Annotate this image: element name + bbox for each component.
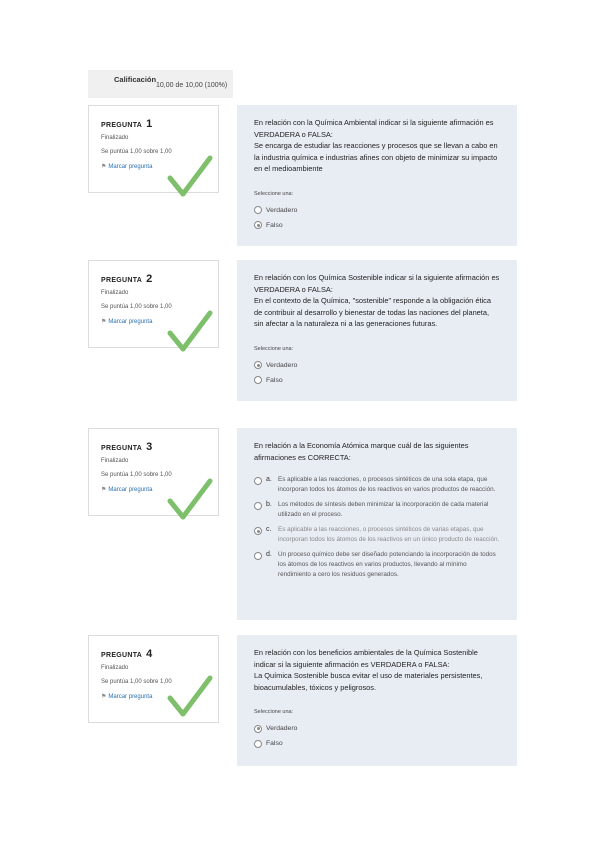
question-score: Se puntúa 1,00 sobre 1,00 [101, 149, 172, 155]
option-verdadero[interactable]: Verdadero [254, 358, 500, 373]
radio-icon[interactable] [254, 740, 262, 748]
question-title: PREGUNTA 2 [101, 273, 153, 285]
check-icon [165, 307, 215, 357]
grade-value: 10,00 de 10,00 (100%) [156, 82, 228, 89]
question-number: 1 [146, 118, 153, 130]
radio-icon[interactable] [254, 221, 262, 229]
option-falso[interactable]: Falso [254, 218, 500, 233]
radio-icon[interactable] [254, 725, 262, 733]
question-content-3 [237, 428, 517, 620]
question-title: PREGUNTA 1 [101, 118, 153, 130]
option-d[interactable]: d. Un proceso químico debe ser diseñado potenciando la incorporación de todos los átomos de los reactivos en varios productos, llevando al mínimo rendimiento a cero los residuos generados. [254, 550, 500, 580]
option-falso[interactable]: Falso [254, 373, 500, 388]
question-title: PREGUNTA 3 [101, 441, 153, 453]
flag-question-link[interactable]: ⚑ Marcar pregunta [101, 487, 153, 493]
question-number: 4 [146, 648, 153, 660]
check-icon [165, 475, 215, 525]
radio-icon[interactable] [254, 527, 262, 535]
flag-icon: ⚑ [101, 164, 107, 170]
check-icon [165, 672, 215, 722]
radio-icon[interactable] [254, 361, 262, 369]
select-one-label: Seleccione una: [254, 190, 294, 197]
question-content-1 [237, 105, 517, 246]
question-status: Finalizado [101, 665, 129, 671]
question-status: Finalizado [101, 458, 129, 464]
select-one-label: Seleccione una: [254, 345, 294, 352]
radio-icon[interactable] [254, 206, 262, 214]
question-text: En relación a la Economía Atómica marque cuál de las siguientes afirmaciones es CORRECTA: [254, 441, 469, 462]
flag-icon: ⚑ [101, 694, 107, 700]
question-content-4 [237, 635, 517, 766]
flag-question-link[interactable]: ⚑ Marcar pregunta [101, 164, 153, 170]
flag-question-link[interactable]: ⚑ Marcar pregunta [101, 694, 153, 700]
select-one-label: Seleccione una: [254, 709, 294, 716]
question-score: Se puntúa 1,00 sobre 1,00 [101, 679, 172, 685]
question-text: En relación con los beneficios ambientales de la Química Sostenible indicar si la siguiente afirmación es VERDADERA o FALSA: La Química Sostenible busca evitar el uso de materiales persistentes, bioacumulables, tóxicos y peligrosos. [254, 648, 483, 692]
question-number: 2 [146, 273, 153, 285]
question-status: Finalizado [101, 290, 129, 296]
flag-question-link[interactable]: ⚑ Marcar pregunta [101, 319, 153, 325]
radio-icon[interactable] [254, 477, 262, 485]
option-verdadero[interactable]: Verdadero [254, 203, 500, 218]
flag-icon: ⚑ [101, 319, 107, 325]
option-verdadero[interactable]: Verdadero [254, 721, 500, 736]
option-b[interactable]: b. Los métodos de síntesis deben minimizar la incorporación de cada material utilizado en el proceso. [254, 500, 500, 520]
option-c[interactable]: c. Es aplicable a las reacciones, o procesos sintéticos de varias etapas, que incorporan todos los átomos de los reactivos en un único producto de reacción. [254, 525, 500, 545]
question-score: Se puntúa 1,00 sobre 1,00 [101, 472, 172, 478]
question-score: Se puntúa 1,00 sobre 1,00 [101, 304, 172, 310]
question-text: En relación con los Química Sostenible indicar si la siguiente afirmación es VERDADERA o FALSA: En el contexto de la Química, "sostenible" responde a la obligación ética de contribuir al desarrollo y bienestar de todas las naciones del planeta, sin afectar a la naturaleza ni a las generaciones futuras. [254, 273, 500, 329]
check-icon [165, 152, 215, 202]
question-number: 3 [146, 441, 153, 453]
question-title: PREGUNTA 4 [101, 648, 153, 660]
option-a[interactable]: a. Es aplicable a las reacciones, o procesos sintéticos de una sola etapa, que incorporan todos los átomos de los reactivos en varios productos de reacción. [254, 475, 500, 495]
question-content-2 [237, 260, 517, 401]
question-text: En relación con la Química Ambiental indicar si la siguiente afirmación es VERDADERA o FALSA: Se encarga de estudiar las reacciones y procesos que se llevan a cabo en la industria química e industrias afines con objeto de minimizar su impacto en el medioambiente [254, 118, 498, 174]
flag-icon: ⚑ [101, 487, 107, 493]
question-status: Finalizado [101, 135, 129, 141]
radio-icon[interactable] [254, 502, 262, 510]
radio-icon[interactable] [254, 376, 262, 384]
radio-icon[interactable] [254, 552, 262, 560]
grade-label: Calificación [114, 75, 157, 84]
option-falso[interactable]: Falso [254, 736, 500, 751]
